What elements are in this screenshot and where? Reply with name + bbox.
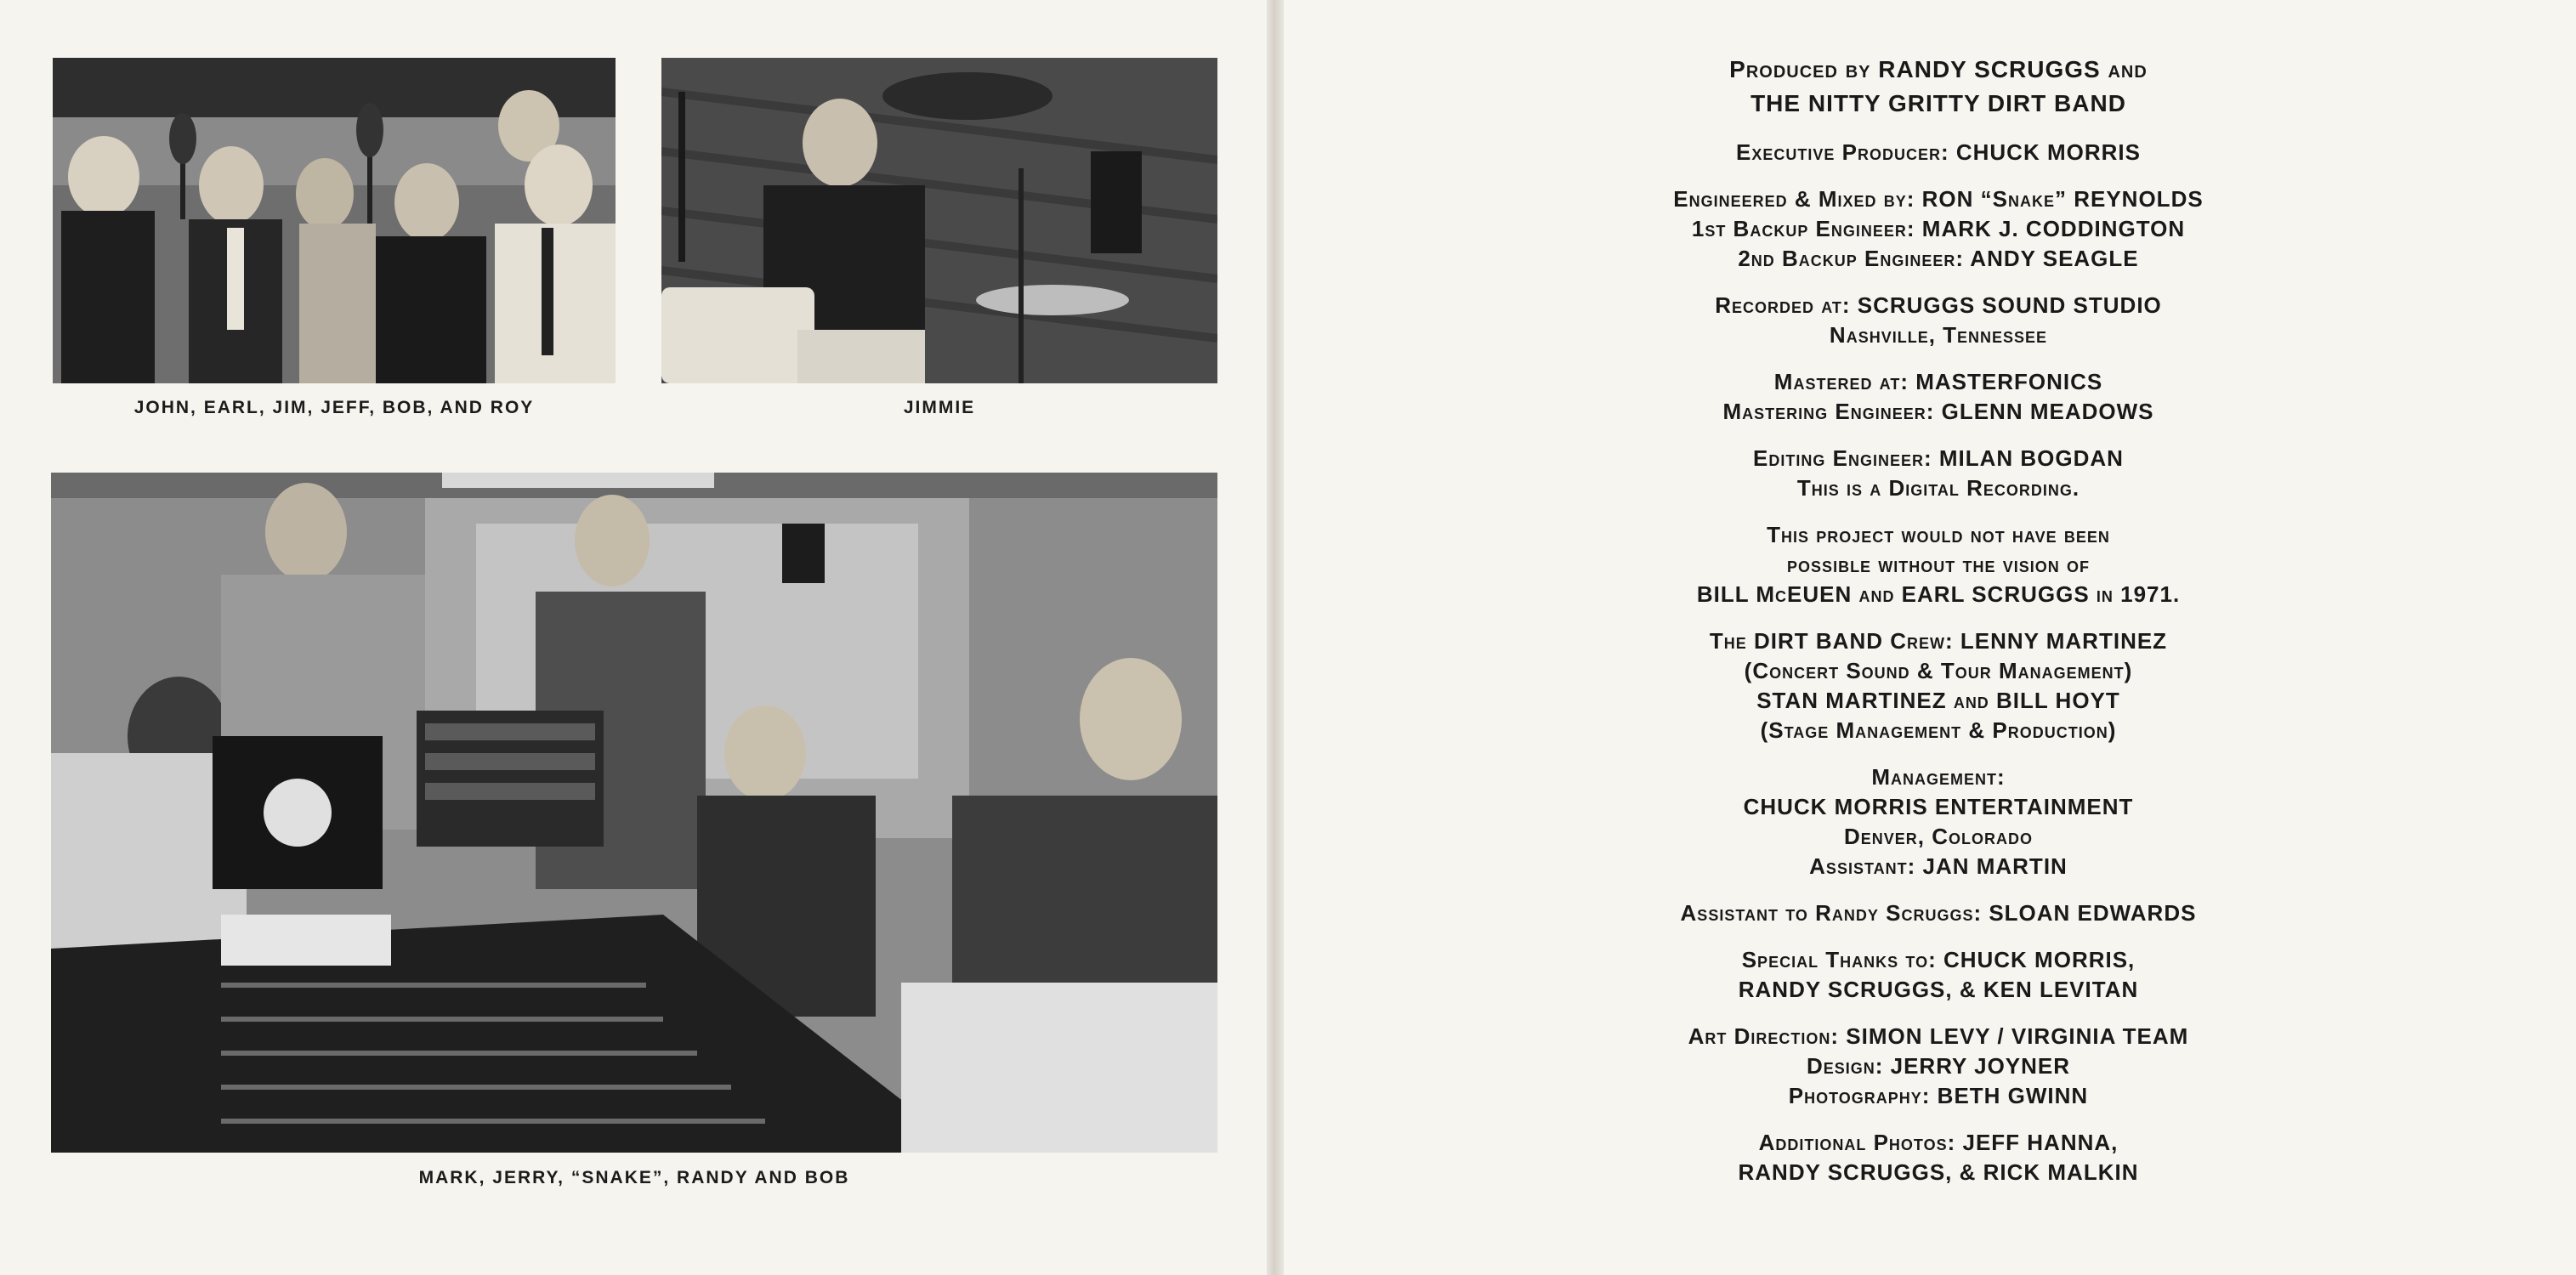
producer-credit	[1556, 53, 2321, 121]
band-group-caption: JOHN, EARL, JIM, JEFF, BOB, AND ROY	[133, 398, 535, 417]
drummer-photo	[661, 58, 1217, 383]
editing-credit	[1556, 444, 2321, 503]
assistant-credit	[1556, 898, 2321, 928]
credit-line: Additional Photos: JEFF HANNA,	[1758, 1130, 2119, 1155]
credit-line: CHUCK MORRIS ENTERTAINMENT	[1743, 794, 2134, 819]
left-page	[0, 0, 1267, 1275]
credit-line: Photography: BETH GWINN	[1788, 1083, 2089, 1108]
credit-line: Editing Engineer: MILAN BOGDAN	[1753, 445, 2124, 471]
credit-line: Engineered & Mixed by: RON “Snake” REYNOLDS	[1673, 186, 2204, 212]
credit-line: Produced by RANDY SCRUGGS and	[1729, 56, 2148, 82]
band-group-photo	[53, 58, 616, 383]
credit-line: possible without the vision of	[1787, 552, 2090, 577]
book-gutter	[1267, 0, 1284, 1275]
credit-line: (Stage Management & Production)	[1760, 717, 2117, 743]
credit-line: Management:	[1871, 764, 2006, 790]
drummer-caption: JIMMIE	[903, 398, 976, 417]
credit-line: BILL McEUEN and EARL SCRUGGS in 1971.	[1696, 581, 2181, 607]
credit-line: Denver, Colorado	[1843, 824, 2033, 849]
credit-line: The DIRT BAND Crew: LENNY MARTINEZ	[1709, 628, 2168, 654]
credit-line: Assistant: JAN MARTIN	[1809, 853, 2068, 879]
credit-line: This is a Digital Recording.	[1796, 475, 2080, 501]
credit-line: Executive Producer: CHUCK MORRIS	[1736, 139, 2141, 165]
special-thanks-credit	[1556, 945, 2321, 1005]
credit-line: Nashville, Tennessee	[1829, 322, 2048, 348]
credit-line: Design: JERRY JOYNER	[1806, 1053, 2071, 1079]
art-direction-credit	[1556, 1022, 2321, 1111]
credit-line: Assistant to Randy Scruggs: SLOAN EDWARDS	[1680, 900, 2197, 926]
credit-line: Art Direction: SIMON LEVY / VIRGINIA TEAM	[1688, 1023, 2189, 1049]
studio-console-caption: MARK, JERRY, “SNAKE”, RANDY AND BOB	[418, 1168, 850, 1187]
credit-line: RANDY SCRUGGS, & KEN LEVITAN	[1738, 977, 2139, 1002]
credits-block	[1556, 53, 2321, 1204]
credit-line: (Concert Sound & Tour Management)	[1744, 658, 2133, 683]
recording-studio-credit	[1556, 291, 2321, 350]
engineering-credit	[1556, 184, 2321, 274]
credit-line: Mastered at: MASTERFONICS	[1773, 369, 2103, 394]
credit-line: Mastering Engineer: GLENN MEADOWS	[1722, 399, 2154, 424]
additional-photos-credit	[1556, 1128, 2321, 1187]
credit-line: RANDY SCRUGGS, & RICK MALKIN	[1738, 1159, 2139, 1185]
dedication-credit	[1556, 520, 2321, 609]
executive-producer-credit	[1556, 138, 2321, 167]
credit-line: This project would not have been	[1767, 522, 2110, 547]
credit-line: 1st Backup Engineer: MARK J. CODDINGTON	[1691, 216, 2186, 241]
credit-line: Recorded at: SCRUGGS SOUND STUDIO	[1715, 292, 2162, 318]
studio-console-photo	[51, 473, 1217, 1153]
credit-line: 2nd Backup Engineer: ANDY SEAGLE	[1738, 246, 2139, 271]
credit-line: STAN MARTINEZ and BILL HOYT	[1756, 688, 2120, 713]
crew-credit	[1556, 626, 2321, 745]
management-credit	[1556, 762, 2321, 881]
credit-line: THE NITTY GRITTY DIRT BAND	[1750, 90, 2126, 116]
mastering-credit	[1556, 367, 2321, 427]
credit-line: Special Thanks to: CHUCK MORRIS,	[1741, 947, 2136, 972]
